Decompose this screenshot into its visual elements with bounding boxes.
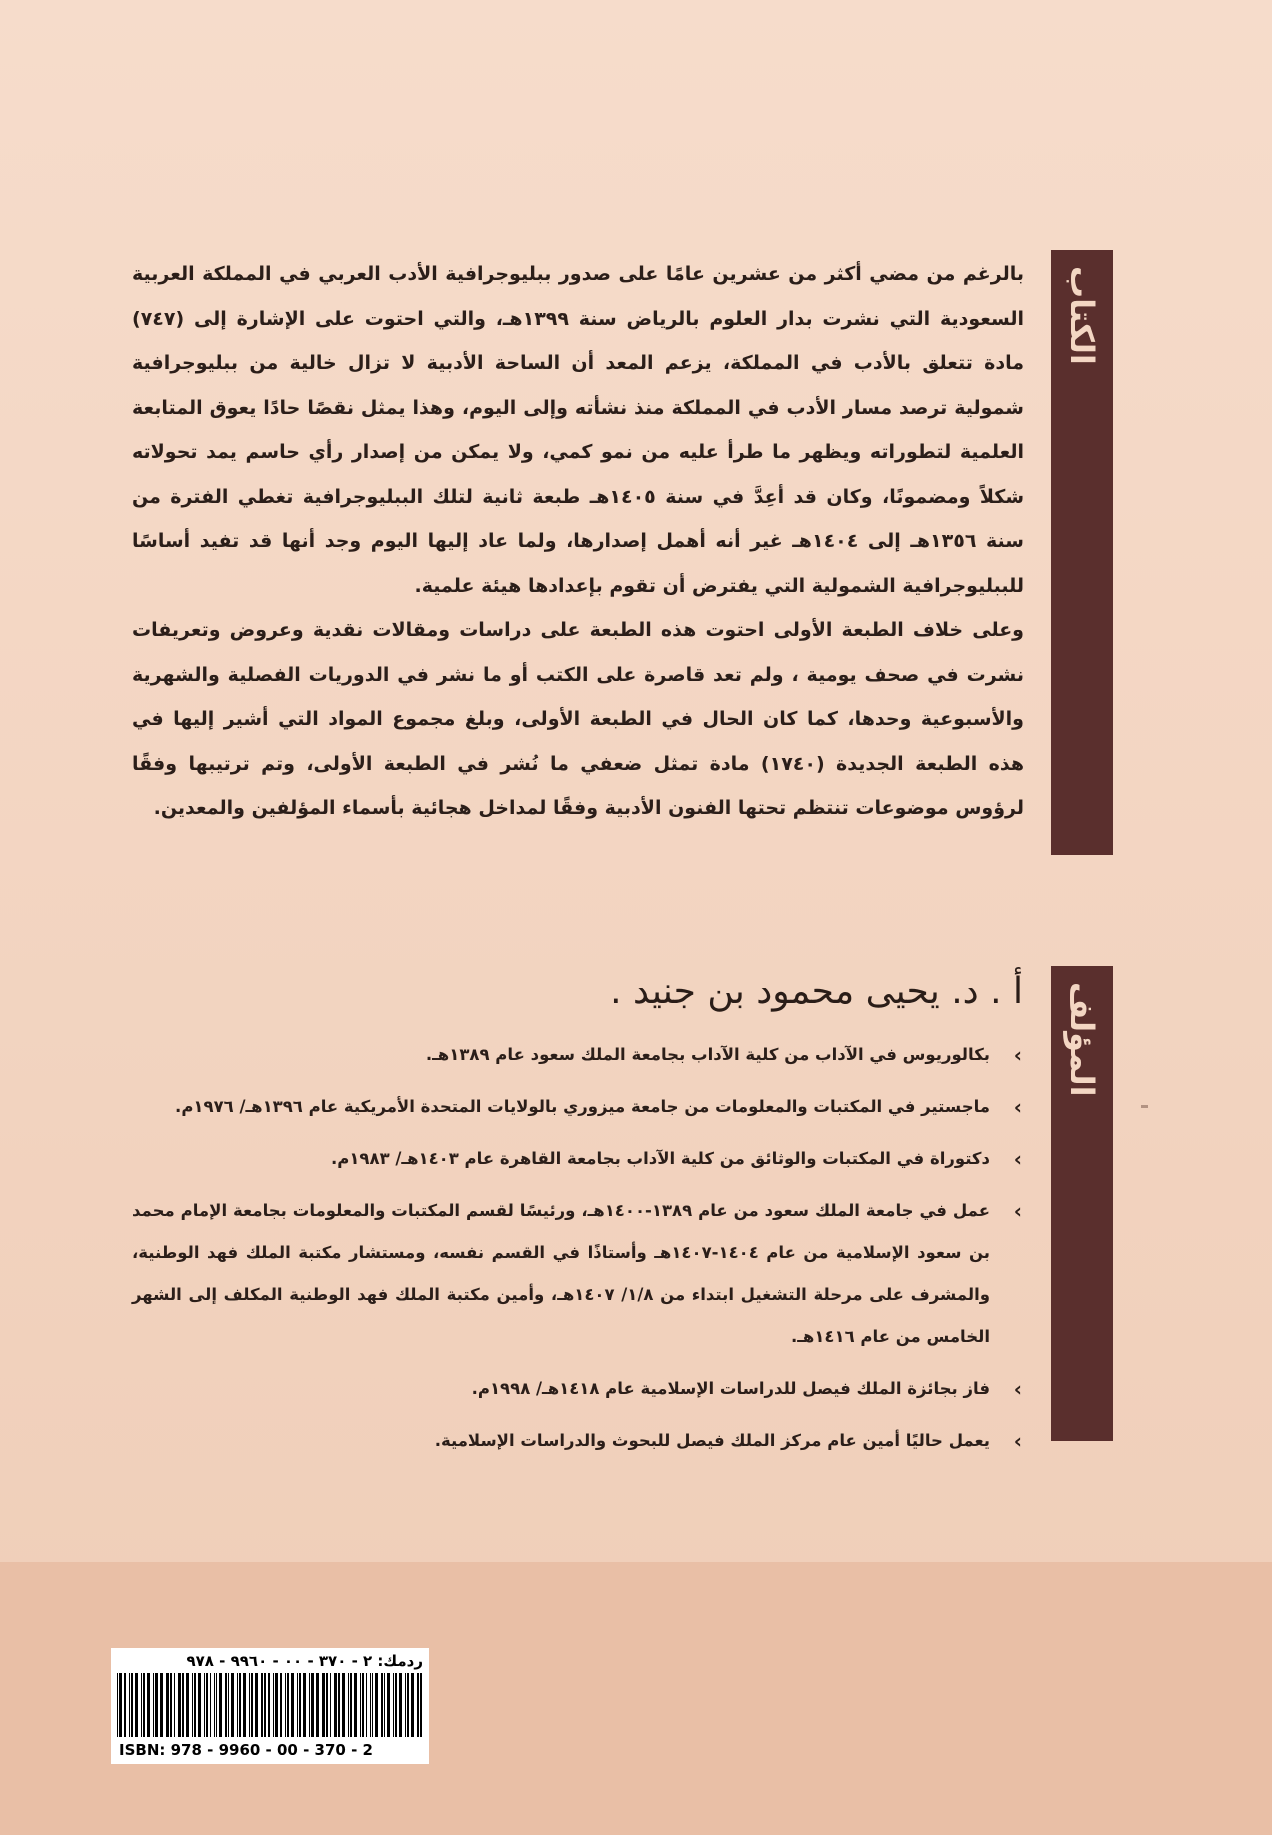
isbn-text: ISBN: 978 - 9960 - 00 - 370 - 2 xyxy=(119,1741,373,1759)
barcode-bar xyxy=(399,1673,402,1737)
barcode-bar xyxy=(225,1673,227,1737)
barcode-bar xyxy=(395,1673,397,1737)
barcode-bar xyxy=(251,1673,253,1737)
book-paragraph-2: وعلى خلاف الطبعة الأولى احتوت هذه الطبعة على دراسات ومقالات نقدية وعروض وتعريفات نشرت في صحف يومية ، ولم تعد قاصرة على الكتب أو ما نشر في الدوريات الفصلية والشهرية والأسبوعية وحدها، كما كان الحال في الطبعة الأولى، وبلغ مجموع المواد التي أشير إليها في هذه الطبعة الجديدة (١٧٤٠) مادة تمثل ضعفي ما نُشر في الطبعة الأولى، وتم ترتيبها وفقًا لرؤوس موضوعات تنتظم تحتها الفنون الأدبية وفقًا لمداخل هجائية بأسماء المؤلفين والمعدين. xyxy=(132,619,1024,819)
author-name: أ . د. يحيى محمود بن جنيد . xyxy=(610,971,1023,1012)
barcode-bar xyxy=(198,1673,201,1737)
barcode-bar xyxy=(249,1673,250,1737)
barcode-bar xyxy=(204,1673,205,1737)
barcode-bar xyxy=(299,1673,301,1737)
isbn-barcode xyxy=(111,1648,429,1764)
barcode-bar xyxy=(255,1673,258,1737)
barcode-bar xyxy=(135,1673,138,1737)
barcode-bar xyxy=(182,1673,184,1737)
barcode-bar xyxy=(166,1673,169,1737)
barcode-bar xyxy=(291,1673,294,1737)
book-section-label: الكتاب xyxy=(1063,266,1101,365)
barcode-bar xyxy=(387,1673,390,1737)
barcode-bar xyxy=(334,1673,337,1737)
barcode-bar xyxy=(219,1673,222,1737)
bio-item-text: دكتوراة في المكتبات والوثائق من كلية الآداب بجامعة القاهرة عام ١٤٠٣هـ/ ١٩٨٣م. xyxy=(330,1149,990,1168)
barcode-bar xyxy=(303,1673,306,1737)
barcode-bar xyxy=(243,1673,246,1737)
barcode-bar xyxy=(411,1673,414,1737)
bullet-arrow-icon: › xyxy=(1013,1095,1022,1119)
barcode-bar xyxy=(372,1673,373,1737)
barcode-bar xyxy=(228,1673,229,1737)
bullet-arrow-icon: › xyxy=(1013,1377,1022,1401)
bio-item xyxy=(132,1034,1024,1076)
bio-item-text: يعمل حاليًا أمين عام مركز الملك فيصل للبحوث والدراسات الإسلامية. xyxy=(434,1431,990,1450)
barcode-bar xyxy=(131,1673,133,1737)
barcode-bar xyxy=(231,1673,234,1737)
barcode-bar xyxy=(342,1673,345,1737)
bullet-arrow-icon: › xyxy=(1013,1429,1022,1453)
barcode-bar xyxy=(178,1673,181,1737)
barcode-bar xyxy=(117,1673,118,1737)
barcode-bar xyxy=(261,1673,263,1737)
barcode-bar xyxy=(268,1673,270,1737)
bullet-arrow-icon: › xyxy=(1013,1199,1022,1223)
barcode-bar xyxy=(147,1673,150,1737)
barcode-bar xyxy=(348,1673,349,1737)
barcode-bar xyxy=(330,1673,331,1737)
barcode-bar xyxy=(311,1673,314,1737)
barcode-bar xyxy=(237,1673,238,1737)
bio-item xyxy=(132,1420,1024,1462)
barcode-bar xyxy=(360,1673,361,1737)
author-section-label: المؤلف xyxy=(1063,982,1101,1097)
barcode-bar xyxy=(297,1673,298,1737)
barcode-bar xyxy=(285,1673,286,1737)
barcode-bar xyxy=(405,1673,406,1737)
barcode-bar xyxy=(160,1673,163,1737)
barcode-bar xyxy=(326,1673,328,1737)
barcode-bar xyxy=(362,1673,364,1737)
bio-item xyxy=(132,1368,1024,1410)
book-description xyxy=(132,252,1024,831)
barcode-bar xyxy=(216,1673,217,1737)
bio-item-text: ماجستير في المكتبات والمعلومات من جامعة ميزوري بالولايات المتحدة الأمريكية عام ١٣٩٦هـ/ ١٩٧٦م. xyxy=(175,1097,990,1116)
book-paragraph-1: بالرغم من مضي أكثر من عشرين عامًا على صدور ببليوجرافية الأدب العربي في المملكة العربية السعودية التي نشرت بدار العلوم بالرياض سنة ١٣٩٩هـ، والتي احتوت على الإشارة إلى (٧٤٧) مادة تتعلق بالأدب في المملكة، يزعم المعد أن الساحة الأدبية لا تزال خالية من ببليوجرافية شمولية ترصد مسار الأدب في المملكة منذ نشأته وإلى اليوم، وهذا يمثل نقصًا حادًا يعوق المتابعة العلمية لتطوراته ويظهر ما طرأ عليه من نمو كمي، ولا يمكن من إصدار رأي حاسم يمد تحولاته شكلاً ومضمونًا، وكان قد أعِدَّ في سنة ١٤٠٥هـ طبعة ثانية لتلك الببليوجرافية تغطي الفترة من سنة ١٣٥٦هـ إلى ١٤٠٤هـ غير أنه أهمل إصدارها، ولما عاد إليها اليوم وجد أنها قد تفيد أساسًا للببليوجرافية الشمولية التي يفترض أن تقوم بإعدادها هيئة علمية. xyxy=(132,263,1025,597)
barcode-bars xyxy=(117,1673,423,1737)
barcode-bar xyxy=(192,1673,193,1737)
barcode-bar xyxy=(420,1673,422,1737)
barcode-bar xyxy=(350,1673,352,1737)
barcode-bar xyxy=(264,1673,266,1737)
barcode-bar xyxy=(194,1673,196,1737)
barcode-bar xyxy=(206,1673,208,1737)
barcode-bar xyxy=(381,1673,383,1737)
barcode-bar xyxy=(338,1673,340,1737)
barcode-bar xyxy=(186,1673,189,1737)
author-section-tab xyxy=(1051,966,1113,1441)
barcode-bar xyxy=(153,1673,154,1737)
barcode-bar xyxy=(393,1673,394,1737)
bullet-arrow-icon: › xyxy=(1013,1147,1022,1171)
isbn-arabic-text: ردمك: ٢ - ٣٧٠ - ٠٠ - ٩٩٦٠ - ٩٧٨ xyxy=(186,1652,423,1670)
barcode-bar xyxy=(129,1673,130,1737)
bio-item-text: فاز بجائزة الملك فيصل للدراسات الإسلامية عام ١٤١٨هـ/ ١٩٩٨م. xyxy=(471,1379,990,1398)
barcode-bar xyxy=(275,1673,278,1737)
author-bio-list xyxy=(132,1034,1024,1472)
bio-item xyxy=(132,1086,1024,1128)
barcode-bar xyxy=(119,1673,122,1737)
barcode-bar xyxy=(370,1673,371,1737)
barcode-bar xyxy=(287,1673,289,1737)
barcode-bar xyxy=(155,1673,158,1737)
barcode-bar xyxy=(214,1673,215,1737)
bio-item-text: بكالوريوس في الآداب من كلية الآداب بجامعة الملك سعود عام ١٣٨٩هـ. xyxy=(425,1045,990,1064)
barcode-bar xyxy=(273,1673,274,1737)
barcode-bar xyxy=(210,1673,211,1737)
barcode-bar xyxy=(417,1673,419,1737)
barcode-bar xyxy=(354,1673,357,1737)
decorative-mark xyxy=(1141,1105,1148,1108)
barcode-bar xyxy=(280,1673,282,1737)
barcode-bar xyxy=(239,1673,241,1737)
barcode-bar xyxy=(170,1673,172,1737)
barcode-bar xyxy=(375,1673,378,1737)
book-section-tab xyxy=(1051,250,1113,855)
barcode-bar xyxy=(124,1673,126,1737)
bullet-arrow-icon: › xyxy=(1013,1043,1022,1067)
barcode-bar xyxy=(309,1673,310,1737)
bio-item xyxy=(132,1138,1024,1180)
barcode-bar xyxy=(322,1673,325,1737)
bio-item-text: عمل في جامعة الملك سعود من عام ١٣٨٩-١٤٠٠هـ، ورئيسًا لقسم المكتبات والمعلومات بجامعة الإمام محمد بن سعود الإسلامية من عام ١٤٠٤-١٤٠٧هـ وأستاذًا في القسم نفسه، ومستشار مكتبة الملك فهد الوطنية، والمشرف على مرحلة التشغيل ابتداء من ١/٨/ ١٤٠٧هـ، وأمين مكتبة الملك فهد الوطنية المكلف إلى الشهر الخامس من عام ١٤١٦هـ. xyxy=(132,1201,990,1346)
barcode-bar xyxy=(141,1673,142,1737)
barcode-bar xyxy=(384,1673,385,1737)
barcode-bar xyxy=(174,1673,175,1737)
barcode-bar xyxy=(407,1673,409,1737)
barcode-bar xyxy=(143,1673,145,1737)
bio-item xyxy=(132,1190,1024,1358)
barcode-bar xyxy=(366,1673,367,1737)
barcode-bar xyxy=(316,1673,319,1737)
